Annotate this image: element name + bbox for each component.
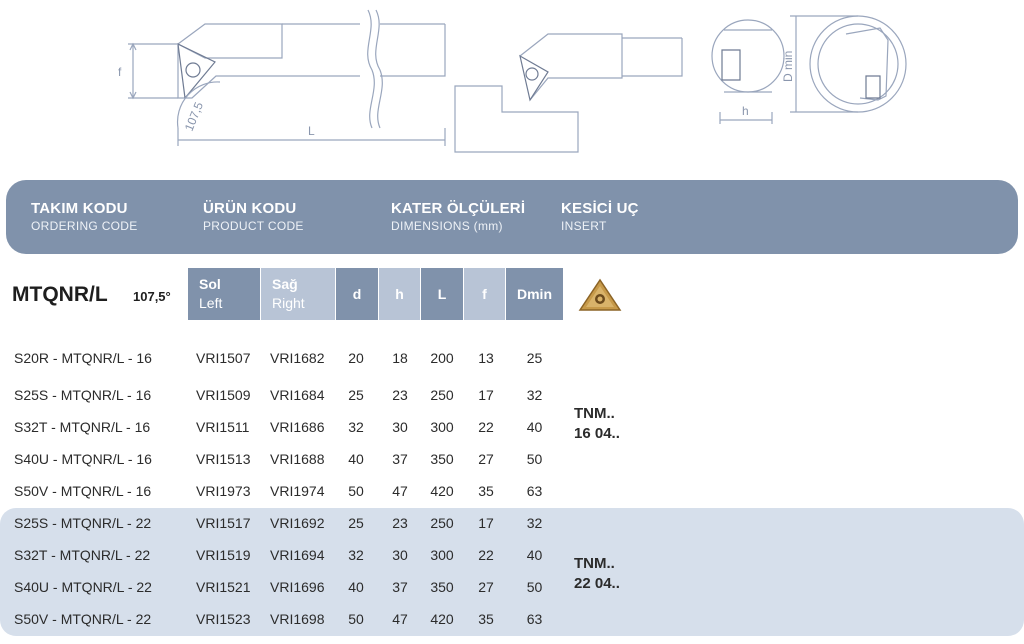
drawing-label-L: L — [308, 124, 315, 138]
cell-code: S25S - MTQNR/L - 22 — [14, 515, 152, 531]
insert-icon — [576, 276, 624, 314]
col-header-right-en: Right — [272, 295, 305, 311]
cell-h: 18 — [392, 350, 408, 366]
cell-dmin: 50 — [526, 451, 543, 467]
cell-d: 20 — [348, 350, 364, 366]
cell-code: S20R - MTQNR/L - 16 — [14, 350, 152, 366]
cell-h: 30 — [392, 547, 408, 563]
cell-left: VRI1509 — [196, 387, 251, 403]
cell-L: 350 — [430, 451, 454, 467]
cell-dmin: 32 — [526, 515, 543, 531]
cell-h: 23 — [392, 515, 408, 531]
cell-L: 300 — [430, 547, 454, 563]
cell-f: 35 — [478, 483, 494, 499]
cell-left: VRI1511 — [196, 419, 250, 435]
cell-dmin: 25 — [526, 350, 543, 366]
cell-L: 300 — [430, 419, 454, 435]
cell-f: 27 — [478, 579, 494, 595]
cell-f: 17 — [478, 515, 494, 531]
cell-f: 22 — [478, 419, 494, 435]
col-header-dmin-label: Dmin — [517, 286, 552, 302]
insert-label-22-line1: TNM.. — [574, 555, 615, 572]
cell-d: 50 — [348, 483, 364, 499]
cell-h: 47 — [392, 611, 408, 627]
drawing-label-f: f — [118, 65, 122, 79]
cell-code: S40U - MTQNR/L - 16 — [14, 451, 152, 467]
cell-right: VRI1682 — [270, 350, 325, 366]
cell-f: 35 — [478, 611, 494, 627]
header-product-code-en: PRODUCT CODE — [203, 219, 304, 233]
insert-label-22-line2: 22 04.. — [574, 575, 620, 592]
technical-drawings — [0, 0, 1024, 170]
cell-left: VRI1523 — [196, 611, 251, 627]
cell-code: S50V - MTQNR/L - 22 — [14, 611, 152, 627]
cell-code: S40U - MTQNR/L - 22 — [14, 579, 152, 595]
cell-dmin: 50 — [526, 579, 543, 595]
table-row — [0, 419, 1024, 441]
cell-right: VRI1684 — [270, 387, 325, 403]
cell-L: 350 — [430, 579, 454, 595]
drawing-label-angle: 107,5 — [181, 100, 207, 134]
cell-left: VRI1973 — [196, 483, 251, 499]
cell-dmin: 40 — [526, 547, 543, 563]
col-header-right — [261, 268, 335, 320]
header-ordering-code — [31, 200, 138, 233]
table-row — [0, 611, 1024, 633]
header-ordering-code-en: ORDERING CODE — [31, 219, 138, 233]
cell-code: S50V - MTQNR/L - 16 — [14, 483, 152, 499]
cell-right: VRI1692 — [270, 515, 325, 531]
cell-h: 37 — [392, 451, 408, 467]
cell-d: 25 — [348, 515, 364, 531]
cell-dmin: 40 — [526, 419, 543, 435]
cell-d: 50 — [348, 611, 364, 627]
header-dimensions — [391, 200, 525, 233]
cell-d: 25 — [348, 387, 364, 403]
col-header-d-label: d — [352, 286, 362, 302]
cell-dmin: 32 — [526, 387, 543, 403]
table-row — [0, 387, 1024, 409]
cell-L: 420 — [430, 483, 454, 499]
cell-f: 27 — [478, 451, 494, 467]
table-row — [0, 350, 1024, 372]
cell-right: VRI1686 — [270, 419, 325, 435]
header-product-code — [203, 200, 304, 233]
cell-right: VRI1694 — [270, 547, 325, 563]
insert-label-22 — [574, 554, 620, 594]
header-insert-en: INSERT — [561, 219, 607, 233]
col-header-dmin — [506, 268, 563, 320]
header-product-code-tr: ÜRÜN KODU — [203, 200, 297, 217]
product-angle: 107,5° — [133, 289, 171, 304]
header-dimensions-tr: KATER ÖLÇÜLERİ — [391, 200, 526, 217]
header-ordering-code-tr: TAKIM KODU — [31, 200, 128, 217]
cell-f: 17 — [478, 387, 494, 403]
cell-left: VRI1507 — [196, 350, 251, 366]
cell-h: 30 — [392, 419, 408, 435]
col-header-L — [421, 268, 463, 320]
insert-label-16-line2: 16 04.. — [574, 425, 620, 442]
cell-L: 250 — [430, 387, 454, 403]
cell-right: VRI1974 — [270, 483, 325, 499]
cell-dmin: 63 — [526, 611, 543, 627]
cell-d: 32 — [348, 547, 364, 563]
insert-label-16-line1: TNM.. — [574, 405, 615, 422]
table-row — [0, 547, 1024, 569]
cell-left: VRI1513 — [196, 451, 251, 467]
cell-L: 250 — [430, 515, 454, 531]
product-name: MTQNR/L — [12, 283, 108, 306]
cell-right: VRI1696 — [270, 579, 325, 595]
boring-bar-side-drawing — [128, 10, 445, 146]
header-insert-tr: KESİCİ UÇ — [561, 200, 639, 217]
cell-left: VRI1517 — [196, 515, 251, 531]
cell-h: 23 — [392, 387, 408, 403]
cell-right: VRI1698 — [270, 611, 325, 627]
col-header-d — [336, 268, 378, 320]
dmin-bore-drawing — [790, 16, 906, 112]
col-header-h-label: h — [395, 286, 404, 302]
cell-d: 40 — [348, 579, 364, 595]
cell-L: 200 — [430, 350, 454, 366]
col-header-left-en: Left — [199, 295, 223, 311]
table-row — [0, 451, 1024, 473]
cell-d: 32 — [348, 419, 364, 435]
col-header-left-tr: Sol — [199, 276, 221, 292]
cell-left: VRI1519 — [196, 547, 251, 563]
col-header-right-tr: Sağ — [272, 276, 298, 292]
col-header-left — [188, 268, 260, 320]
cell-f: 22 — [478, 547, 494, 563]
drawing-label-dmin: D min — [781, 50, 795, 82]
table-row — [0, 483, 1024, 505]
col-header-f — [464, 268, 505, 320]
cell-h: 37 — [392, 579, 408, 595]
col-header-f-label: f — [482, 286, 487, 302]
cell-code: S32T - MTQNR/L - 16 — [14, 419, 151, 435]
drawing-label-h: h — [742, 104, 749, 118]
col-header-h — [379, 268, 420, 320]
cell-right: VRI1688 — [270, 451, 325, 467]
cell-d: 40 — [348, 451, 364, 467]
cell-L: 420 — [430, 611, 454, 627]
header-dimensions-en: DIMENSIONS (mm) — [391, 219, 503, 233]
cell-code: S25S - MTQNR/L - 16 — [14, 387, 152, 403]
cell-left: VRI1521 — [196, 579, 251, 595]
cell-h: 47 — [392, 483, 408, 499]
table-row — [0, 579, 1024, 601]
table-row — [0, 515, 1024, 537]
workpiece-engagement-drawing — [455, 34, 682, 152]
cell-dmin: 63 — [526, 483, 543, 499]
header-insert — [561, 200, 639, 233]
col-header-L-label: L — [437, 286, 447, 302]
cell-f: 13 — [478, 350, 494, 366]
insert-label-16 — [574, 404, 620, 444]
cell-code: S32T - MTQNR/L - 22 — [14, 547, 151, 563]
